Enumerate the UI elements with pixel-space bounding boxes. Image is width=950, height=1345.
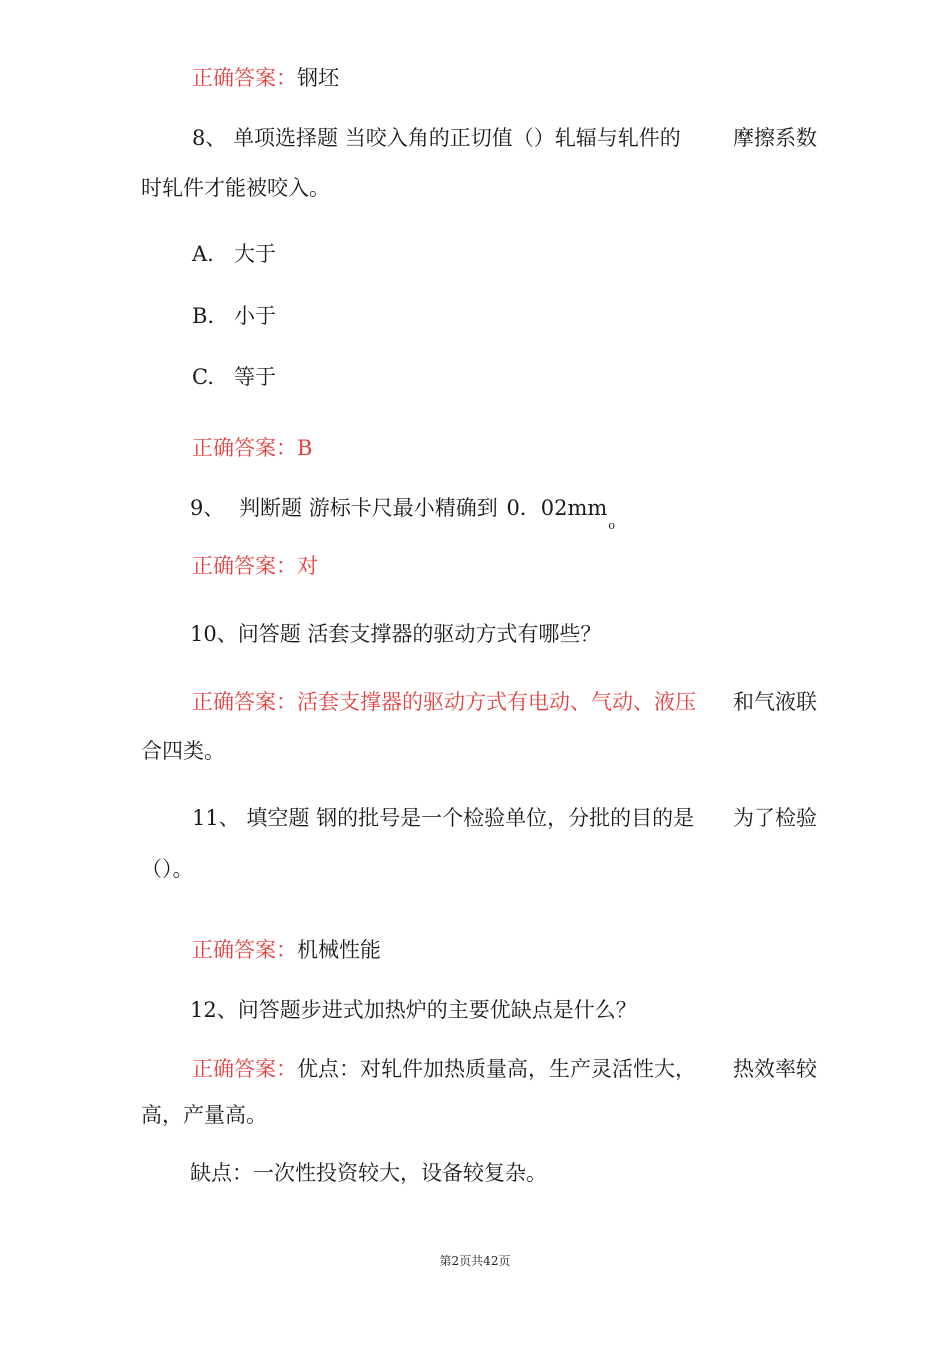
question-stem: 填空题 钢的批号是一个检验单位，分批的目的是 (246, 806, 695, 830)
option-text: 小于 (234, 304, 276, 328)
answer-label: 正确答案： (192, 66, 297, 90)
q12-answer-row2: 高，产量高。 (141, 1103, 267, 1127)
answer-text: 活套支撑器的驱动方式有电动、气动、液压 (297, 690, 696, 714)
q11-stem-a (192, 804, 694, 832)
question-stem: 问答题 活套支撑器的驱动方式有哪些？ (237, 622, 602, 646)
answer-label: 正确答案： (192, 690, 297, 714)
question-number: 9、 (190, 496, 225, 520)
answer-label: 正确答案： (192, 1057, 297, 1081)
question-stem: 判断题 游标卡尺最小精确到 (239, 496, 498, 520)
q8-stem-row2: 时轧件才能被咬入。 (141, 176, 330, 200)
question-stem: 问答题步进式加热炉的主要优缺点是什么？ (237, 998, 637, 1022)
q7-answer (192, 64, 339, 92)
answer-label: 正确答案： (192, 436, 297, 460)
q8-option-b (192, 302, 276, 330)
answer-text: 机械性能 (297, 938, 381, 962)
option-letter: A. (192, 242, 214, 266)
option-letter: C. (192, 365, 214, 389)
answer-text-tail: 热效率较 (733, 1057, 817, 1081)
answer-text: 优点：对轧件加热质量高，生产灵活性大， (297, 1057, 696, 1081)
q10-answer-row1 (192, 688, 817, 716)
page-footer: 第2页共42页 (439, 1254, 511, 1268)
option-text: 大于 (234, 242, 276, 266)
q8-option-c (192, 363, 276, 391)
q12-answer-row3: 缺点：一次性投资较大，设备较复杂。 (190, 1161, 547, 1185)
q10-answer-row2: 合四类。 (141, 739, 225, 763)
question-number: 8、 (192, 126, 227, 150)
option-text: 等于 (234, 365, 276, 389)
q8-option-a (192, 240, 276, 268)
q9-answer (192, 552, 318, 580)
end-mark: o (608, 519, 615, 532)
answer-label: 正确答案： (192, 554, 297, 578)
option-letter: B. (192, 304, 215, 328)
question-number: 12、 (190, 998, 238, 1022)
question-number: 11、 (192, 806, 240, 830)
answer-label: 正确答案： (192, 938, 297, 962)
q8-stem-row1 (192, 124, 817, 152)
q11-stem-row2: （）。 (141, 857, 194, 881)
question-stem: 单项选择题 当咬入角的正切值（）轧辐与轧件的 (233, 126, 681, 150)
q12-stem (190, 996, 637, 1024)
q12-answer-row1 (192, 1055, 817, 1083)
question-stem-tail: 为了检验 (733, 806, 817, 830)
question-stem-tail: 摩擦系数 (733, 126, 817, 150)
answer-text: 钢坯 (297, 66, 339, 90)
answer-text: 对 (297, 554, 318, 578)
q9-stem (190, 494, 615, 532)
q8-stem-a (192, 124, 681, 152)
answer-text: B (297, 436, 313, 460)
question-number: 10、 (190, 622, 238, 646)
q11-stem-row1 (192, 804, 817, 832)
q8-answer (192, 434, 312, 462)
q10-stem (190, 620, 601, 648)
answer-text-tail: 和气液联 (733, 690, 817, 714)
question-value: 0．02mm (506, 496, 608, 520)
q11-answer (192, 936, 381, 964)
